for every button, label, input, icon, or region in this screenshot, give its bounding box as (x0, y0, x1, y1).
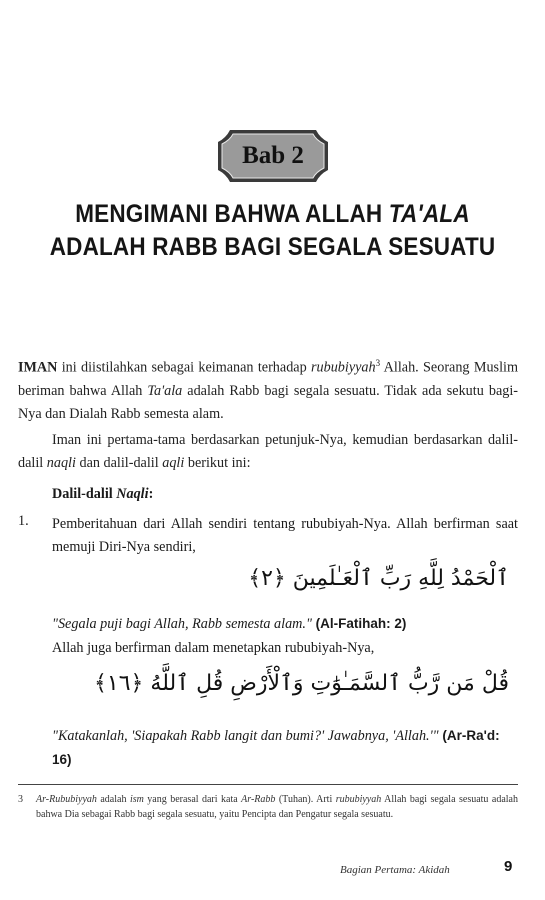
footnote-text: Ar-Rububiyyah adalah ism yang berasal dari kata Ar-Rabb (Tuhan). Arti rububiyyah Allah bagi segala sesuatu adalah bahwa Dia sebagai Rabb bagi segala sesuatu, yaitu Pencipta dan Pengatur segala sesuatu. (36, 794, 518, 820)
footnote (18, 792, 518, 822)
intro-paragraph: IMAN ini diistilahkan sebagai keimanan terhadap rububiyyah$^3$ Allah. Seorang Muslim beriman bahwa Allah Ta'ala adalah Rabb bagi segala sesuatu. Tidak ada sekutu bagi-Nya dan Dialah Rabb semesta alam. (18, 358, 519, 422)
page-number: 9 (504, 858, 513, 875)
quote-1: "Segala puji bagi Allah, Rabb semesta alam." (Al-Fatihah: 2) (52, 616, 407, 632)
arabic-verse-2: قُلْ مَن رَّبُّ ٱلسَّمَـٰوَٰتِ وَٱلْأَرْضِ قُلِ ٱللَّهُ ﴿١٦﴾ (93, 671, 509, 696)
running-head: Bagian Pertama: Akidah (340, 864, 450, 876)
arabic-verse-1: ٱلْحَمْدُ لِلَّهِ رَبِّ ٱلْعَـٰلَمِينَ ﴿٢﴾ (248, 566, 509, 591)
chapter-title-line-1: MENGIMANI BAHWA ALLAH TA'ALA (75, 200, 470, 228)
second-paragraph: Iman ini pertama-tama berdasarkan petunjuk-Nya, kemudian berdasarkan dalil-dalil naqli dan dalil-dalil aqli berikut ini: (18, 432, 518, 471)
footnote-ref[interactable]: 3 (375, 358, 381, 368)
chapter-number: Bab 2 (242, 142, 304, 169)
footnote-number: 3 (18, 794, 23, 805)
chapter-badge (216, 128, 330, 184)
chapter-title-line-2: ADALAH RABB BAGI SEGALA SESUATU (49, 233, 496, 261)
section-heading: Dalil-dalil Naqli: (52, 486, 154, 502)
quote-2: "Katakanlah, 'Siapakah Rabb langit dan bumi?' Jawabnya, 'Allah.'" (Ar-Ra'd: 16) (52, 728, 500, 767)
list-item-text: Pemberitahuan dari Allah sendiri tentang rububiyah-Nya. Allah berfirman saat memuji Diri-Nya sendiri, (52, 516, 518, 555)
list-number: 1. (18, 513, 29, 529)
footnote-divider (18, 784, 518, 785)
plain-line: Allah juga berfirman dalam menetapkan rububiyah-Nya, (52, 640, 375, 656)
